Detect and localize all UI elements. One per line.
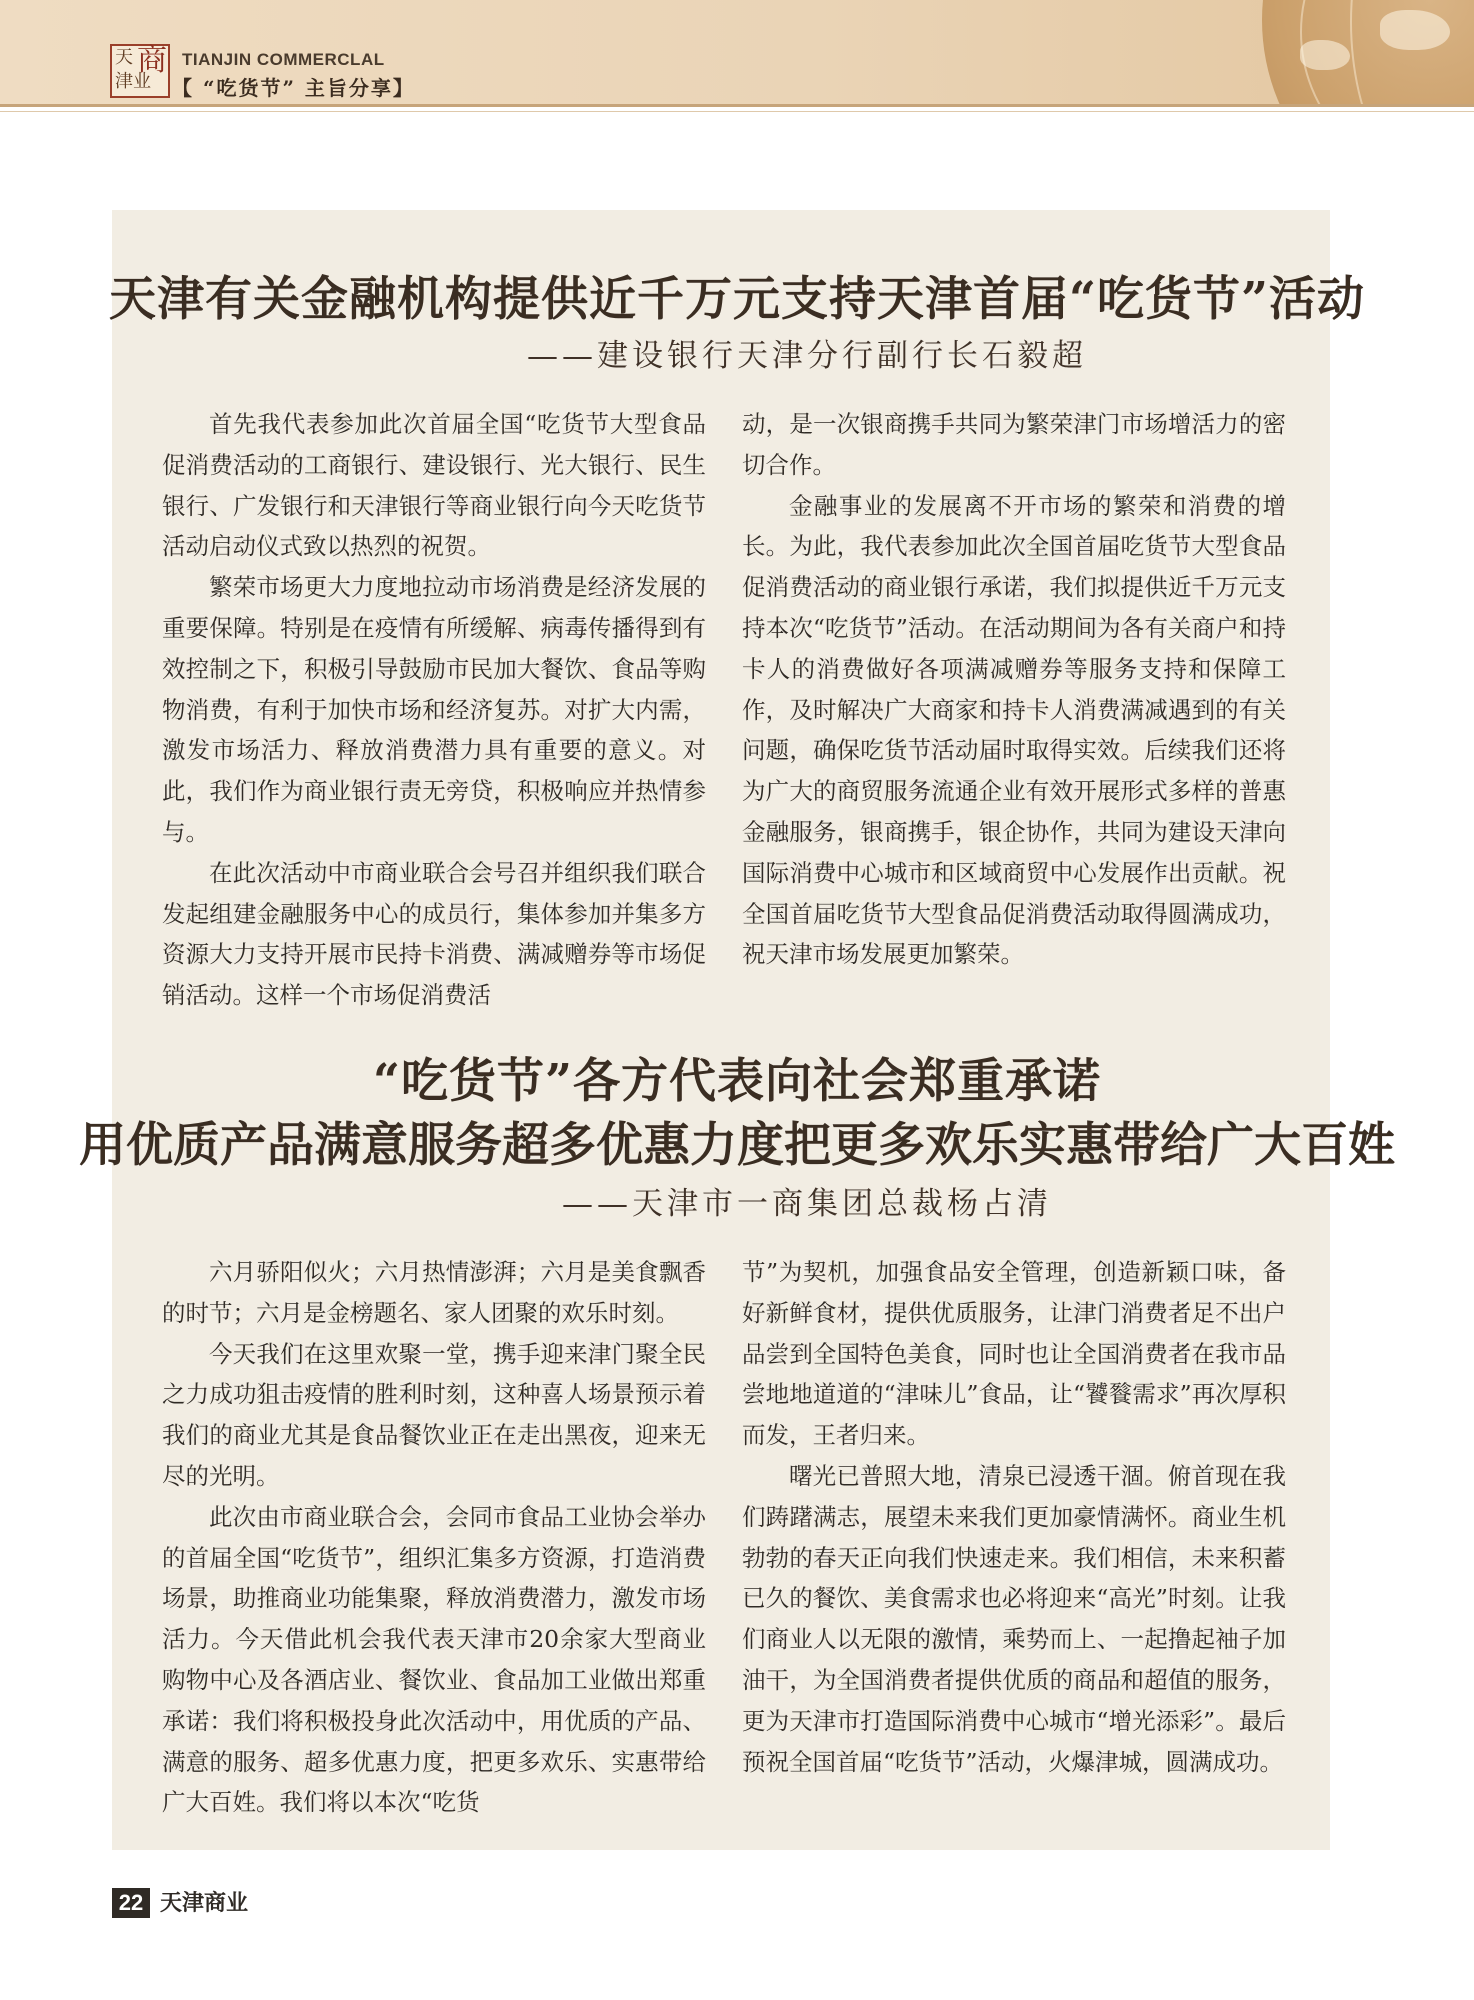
header-divider xyxy=(0,104,1474,107)
article1-left-column xyxy=(162,404,706,1016)
page-number: 22 xyxy=(112,1888,150,1918)
article1-right-column xyxy=(742,404,1286,975)
logo-char-jinye: 津业 xyxy=(115,71,151,92)
paragraph: 六月骄阳似火；六月热情澎湃；六月是美食飘香的时节；六月是金榜题名、家人团聚的欢乐时刻。 xyxy=(162,1258,706,1327)
header-divider-thin xyxy=(0,111,1474,112)
paragraph: 在此次活动中市商业联合会号召并组织我们联合发起组建金融服务中心的成员行，集体参加并集多方资源大力支持开展市民持卡消费、满减赠券等市场促销活动。这样一个市场促消费活 xyxy=(162,858,706,1010)
footer-magazine-name: 天津商业 xyxy=(160,1890,249,1916)
article2-right-column xyxy=(742,1252,1286,1782)
paragraph: 今天我们在这里欢聚一堂，携手迎来津门聚全民之力成功狙击疫情的胜利时刻，这种喜人场景预示着我们的商业尤其是食品餐饮业正在走出黑夜，迎来无尽的光明。 xyxy=(162,1339,706,1490)
section-tag: 【 “吃货节” 主旨分享】 xyxy=(172,76,415,100)
globe-landmass xyxy=(1380,10,1450,50)
article2-left-column xyxy=(162,1252,706,1823)
paragraph: 繁荣市场更大力度地拉动市场消费是经济发展的重要保障。特别是在疫情有所缓解、病毒传播得到有效控制之下，积极引导鼓励市民加大餐饮、食品等购物消费，有利于加快市场和经济复苏。对扩大内需，激发市场活力、释放消费潜力具有重要的意义。对此，我们作为商业银行责无旁贷，积极响应并热情参与。 xyxy=(162,573,706,846)
paragraph: 金融事业的发展离不开市场的繁荣和消费的增长。为此，我代表参加此次全国首届吃货节大型食品促消费活动的商业银行承诺，我们拟提供近千万元支持本次“吃货节”活动。在活动期间为各有关商户和持卡人的消费做好各项满减赠券等服务支持和保障工作，及时解决广大商家和持卡人消费满减遇到的有关问题，确保吃货节活动届时取得实效。后续我们还将为广大的商贸服务流通企业有效开展形式多样的普惠金融服务，银商携手，银企协作，共同为建设天津向国际消费中心城市和区域商贸中心发展作出贡献。祝全国首届吃货节大型食品促消费活动取得圆满成功，祝天津市场发展更加繁荣。 xyxy=(742,491,1286,969)
paragraph: 曙光已普照大地，清泉已浸透干涸。俯首现在我们踌躇满志，展望未来我们更加豪情满怀。商业生机勃勃的春天正向我们快速走来。我们相信，未来积蓄已久的餐饮、美食需求也必将迎来“高光”时刻。让我们商业人以无限的激情，乘势而上、一起撸起袖子加油干，为全国消费者提供优质的商品和超值的服务，更为天津市打造国际消费中心城市“增光添彩”。最后预祝全国首届“吃货节”活动，火爆津城，圆满成功。 xyxy=(742,1461,1286,1776)
paragraph-continuation: 节”为契机，加强食品安全管理，创造新颖口味，备好新鲜食材，提供优质服务，让津门消费者足不出户品尝到全国特色美食，同时也让全国消费者在我市品尝地地道道的“津味儿”食品，让“饕餮需求”再次厚积而发，王者归来。 xyxy=(742,1258,1286,1450)
article2-title-line2: 用优质产品满意服务超多优惠力度把更多欢乐实惠带给广大百姓 xyxy=(79,1118,1395,1173)
globe-landmass xyxy=(1300,40,1350,70)
logo-char-shang: 商 xyxy=(137,43,167,78)
article2-byline: ——天津市一商集团总裁杨占清 xyxy=(562,1186,1052,1222)
paragraph-continuation: 动，是一次银商携手共同为繁荣津门市场增活力的密切合作。 xyxy=(742,410,1286,479)
logo-char-tian: 天 xyxy=(115,47,133,68)
article1-title: 天津有关金融机构提供近千万元支持天津首届“吃货节”活动 xyxy=(108,272,1366,327)
magazine-english-name: TIANJIN COMMERCLAL xyxy=(182,50,385,69)
article2-title-line1: “吃货节”各方代表向社会郑重承诺 xyxy=(372,1054,1102,1109)
paragraph: 此次由市商业联合会，会同市食品工业协会举办的首届全国“吃货节”，组织汇集多方资源，打造消费场景，助推商业功能集聚，释放消费潜力，激发市场活力。今天借此机会我代表天津市20余家大型商业购物中心及各酒店业、餐饮业、食品加工业做出郑重承诺：我们将积极投身此次活动中，用优质的产品、满意的服务、超多优惠力度，把更多欢乐、实惠带给广大百姓。我们将以本次“吃货 xyxy=(162,1502,706,1817)
article1-byline: ——建设银行天津分行副行长石毅超 xyxy=(527,338,1087,374)
paragraph: 首先我代表参加此次首届全国“吃货节大型食品促消费活动的工商银行、建设银行、光大银行、民生银行、广发银行和天津银行等商业银行向今天吃货节活动启动仪式致以热烈的祝贺。 xyxy=(162,410,706,561)
magazine-logo xyxy=(110,44,170,98)
